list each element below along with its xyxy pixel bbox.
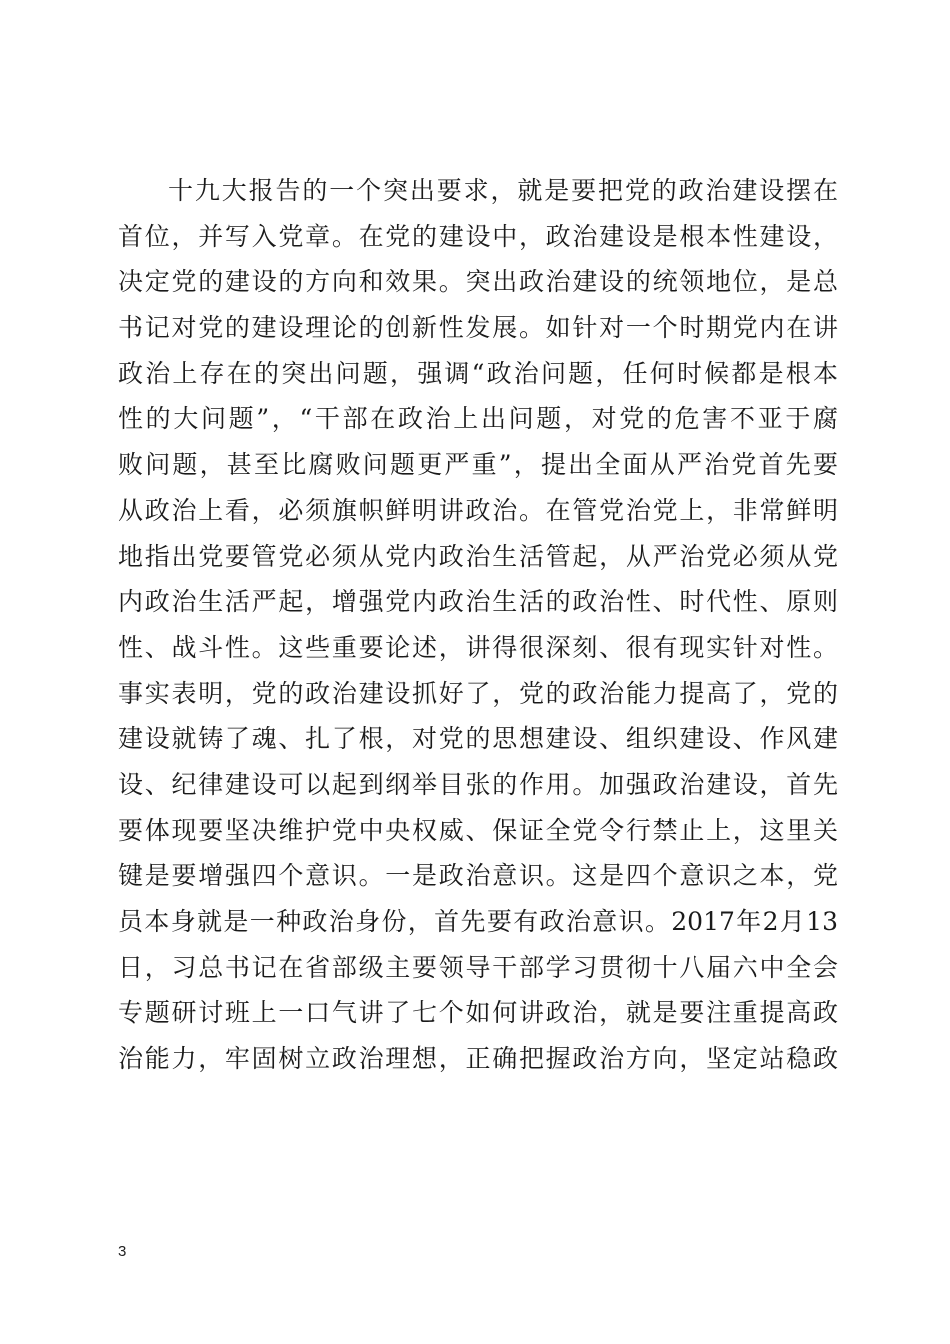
paragraph-line: 治能力，牢固树立政治理想，正确把握政治方向，坚定站稳政: [118, 1044, 838, 1074]
paragraph-line: 设、纪律建设可以起到纲举目张的作用。加强政治建设，首先: [118, 769, 838, 799]
paragraph-line: 专题研讨班上一口气讲了七个如何讲政治，就是要注重提高政: [118, 998, 838, 1028]
paragraph-line: 决定党的建设的方向和效果。突出政治建设的统领地位，是总: [118, 267, 838, 297]
paragraph-line: 事实表明，党的政治建设抓好了，党的政治能力提高了，党的: [118, 678, 838, 708]
paragraph-line: 性的大问题”，“干部在政治上出问题，对党的危害不亚于腐: [118, 404, 838, 434]
paragraph-line: 十九大报告的一个突出要求，就是要把党的政治建设摆在: [168, 176, 838, 205]
paragraph-line: 首位，并写入党章。在党的建设中，政治建设是根本性建设，: [118, 221, 838, 251]
paragraph-line: 要体现要坚决维护党中央权威、保证全党令行禁止上，这里关: [118, 815, 838, 845]
body-paragraph: [118, 168, 838, 1082]
paragraph-line: 性、战斗性。这些重要论述，讲得很深刻、很有现实针对性。: [118, 632, 838, 662]
paragraph-line: 建设就铸了魂、扎了根，对党的思想建设、组织建设、作风建: [118, 724, 838, 754]
paragraph-line: 日，习总书记在省部级主要领导干部学习贯彻十八届六中全会: [118, 952, 838, 982]
paragraph-line: 地指出党要管党必须从党内政治生活管起，从严治党必须从党: [118, 541, 838, 571]
paragraph-line: 从政治上看，必须旗帜鲜明讲政治。在管党治党上，非常鲜明: [118, 495, 838, 525]
paragraph-line: 书记对党的建设理论的创新性发展。如针对一个时期党内在讲: [118, 313, 838, 343]
page-number: 3: [118, 1243, 127, 1260]
paragraph-line: 内政治生活严起，增强党内政治生活的政治性、时代性、原则: [118, 587, 838, 617]
paragraph-line: 政治上存在的突出问题，强调“政治问题，任何时候都是根本: [118, 358, 838, 388]
paragraph-line: 败问题，甚至比腐败问题更严重”，提出全面从严治党首先要: [118, 450, 838, 480]
paragraph-line: 键是要增强四个意识。一是政治意识。这是四个意识之本，党: [118, 861, 838, 891]
paragraph-line: 员本身就是一种政治身份，首先要有政治意识。2017年2月13: [118, 907, 838, 936]
